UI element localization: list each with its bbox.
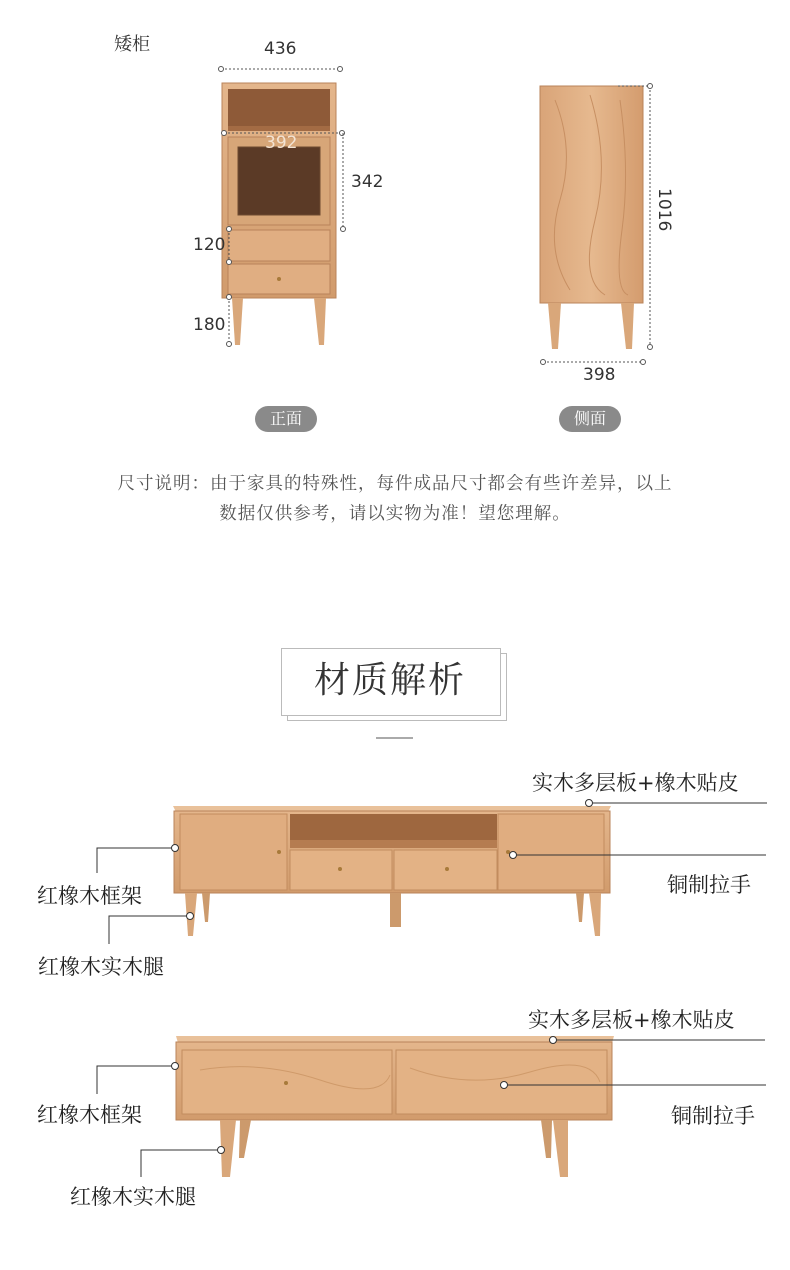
dim-width-top: 436 (264, 39, 297, 59)
dim-leg-height: 180 (193, 315, 226, 335)
dim-drawer-height: 120 (193, 235, 226, 255)
front-view-badge: 正面 (255, 406, 317, 432)
side-view-badge: 侧面 (559, 406, 621, 432)
section-title: 材质解析 (313, 660, 466, 701)
dim-side-depth: 398 (583, 365, 616, 385)
callout-legs-1: 红橡木实木腿 (38, 955, 164, 979)
callout-handle-2: 铜制拉手 (671, 1104, 755, 1128)
tv-cabinet-2 (97, 1036, 766, 1177)
cabinet-name-label: 矮柜 (114, 34, 150, 55)
size-note-line2: 数据仅供参考，请以实物为准！望您理解。 (219, 504, 571, 524)
callout-top-panel-2: 实木多层板+橡木贴皮 (528, 1008, 735, 1032)
callout-legs-2: 红橡木实木腿 (70, 1185, 196, 1209)
callout-handle-1: 铜制拉手 (667, 873, 751, 897)
callout-frame-1: 红橡木框架 (37, 884, 142, 908)
cabinet-front-view (219, 67, 346, 347)
size-note-line1: 尺寸说明：由于家具的特殊性，每件成品尺寸都会有些许差异，以上 (117, 474, 673, 494)
dim-door-height: 342 (351, 172, 384, 192)
dim-inner-width: 392 (265, 133, 298, 153)
callout-top-panel-1: 实木多层板+橡木贴皮 (532, 771, 739, 795)
dim-side-height: 1016 (654, 188, 674, 232)
cabinet-side-view (540, 84, 653, 365)
callout-frame-2: 红橡木框架 (37, 1103, 142, 1127)
